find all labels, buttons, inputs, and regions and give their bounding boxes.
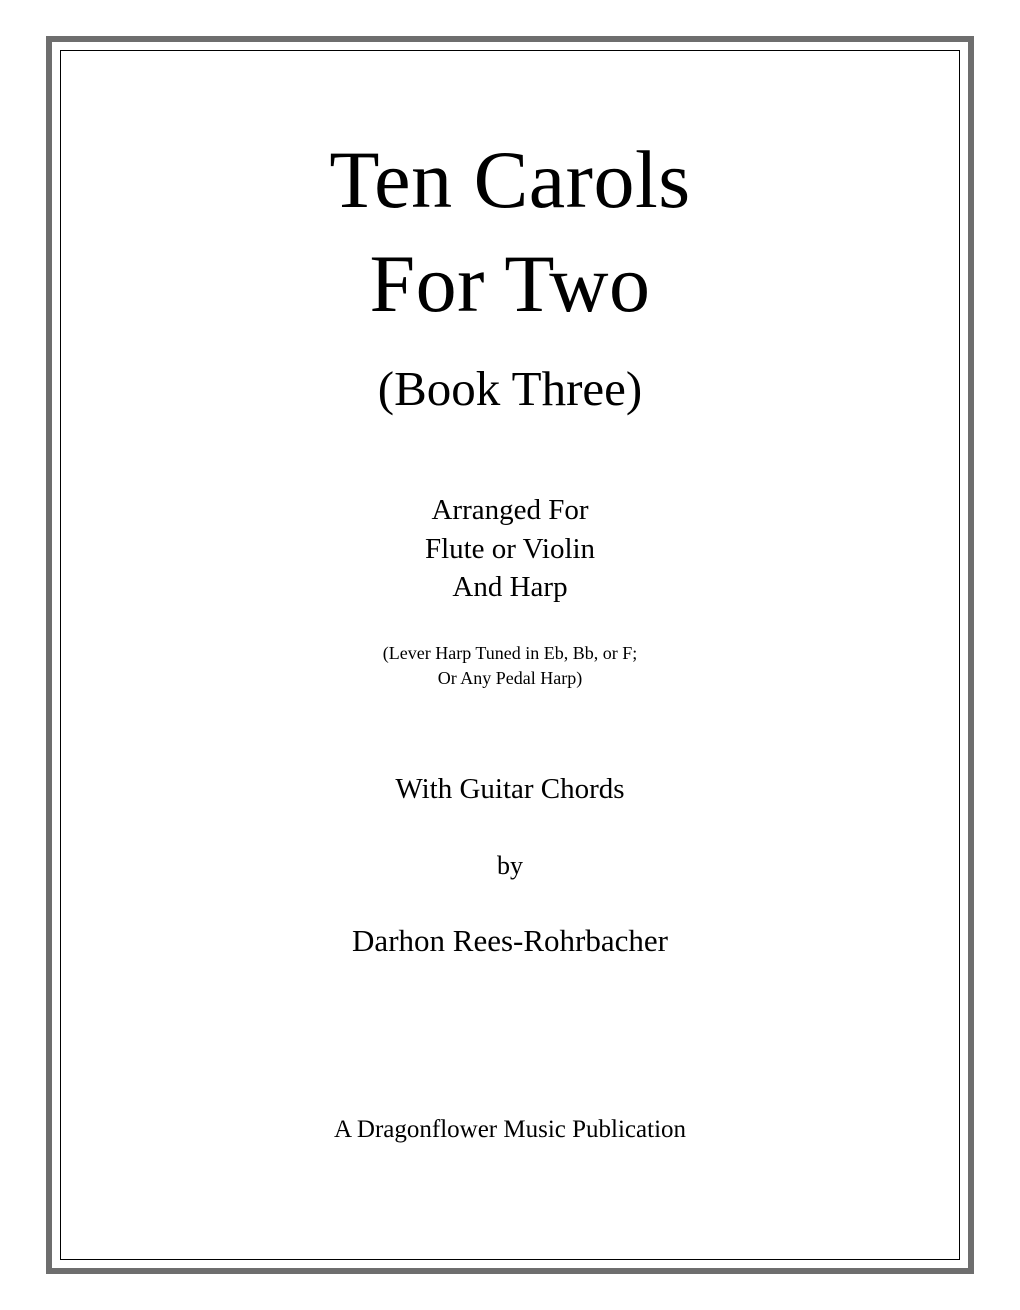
- arrangement-block: [61, 491, 959, 607]
- arrangement-line-2: Flute or Violin: [424, 532, 596, 565]
- document-title-line-2: For Two: [369, 238, 651, 329]
- tuning-note-line-2: Or Any Pedal Harp): [437, 667, 583, 688]
- page-frame-border: [46, 36, 974, 1274]
- byline-label: by: [497, 851, 523, 880]
- arrangement-line-3: And Harp: [452, 571, 568, 604]
- arrangement-line-1: Arranged For: [431, 494, 589, 526]
- publisher-credit: A Dragonflower Music Publication: [333, 1116, 687, 1143]
- page-inner-rule: [60, 50, 960, 1260]
- document-title-line-1: Ten Carols: [329, 134, 691, 225]
- author-name: Darhon Rees-Rohrbacher: [352, 923, 668, 958]
- title-page-content: [61, 51, 959, 1259]
- tuning-note-block: [61, 641, 959, 691]
- document-subtitle: (Book Three): [377, 361, 643, 416]
- tuning-note-line-1: (Lever Harp Tuned in Eb, Bb, or F;: [382, 643, 638, 663]
- guitar-chords-note: With Guitar Chords: [395, 773, 625, 805]
